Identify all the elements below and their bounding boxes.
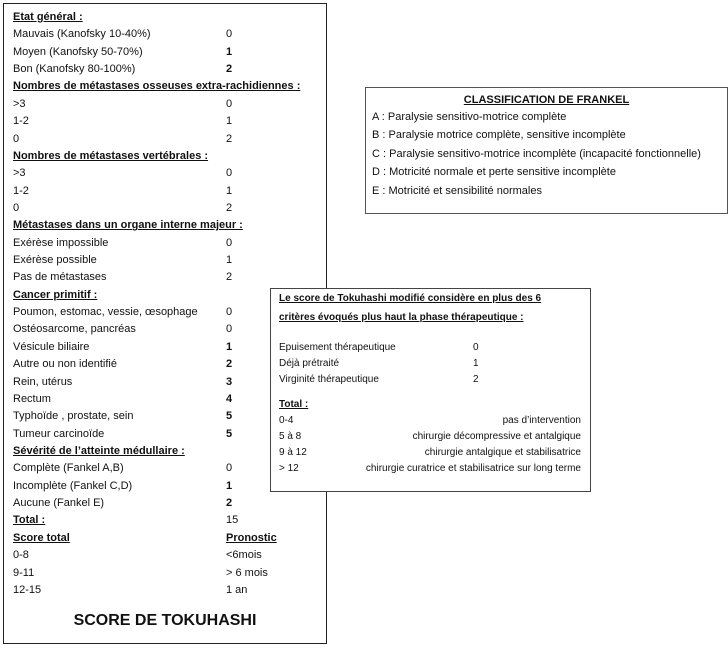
modified-total-action: pas d’intervention xyxy=(502,415,581,426)
modified-intro-line2: critères évoqués plus haut la phase thérapeutique : xyxy=(279,312,524,323)
score-row-label: >3 xyxy=(13,167,26,180)
total-row-label: Total : xyxy=(13,514,46,527)
score-row-value: 5 xyxy=(226,410,233,423)
score-row-label: Rectum xyxy=(13,392,51,405)
score-row-label: Typhoïde , prostate, sein xyxy=(13,410,134,423)
score-row-label: Moyen (Kanofsky 50-70%) xyxy=(13,45,143,58)
total-row-value: 15 xyxy=(226,514,239,527)
modified-item-label: Déjà prétraité xyxy=(279,358,340,369)
score-row-label: Ostéosarcome, pancréas xyxy=(13,323,136,336)
score-row-label: Tumeur carcinoïde xyxy=(13,427,105,440)
modified-tokuhashi-box xyxy=(270,288,591,492)
score-row-label: Aucune (Fankel E) xyxy=(13,497,105,510)
frankel-item: E : Motricité et sensibilité normales xyxy=(372,185,542,197)
prognosis-row-value: <6mois xyxy=(226,549,262,562)
prognosis-header-value: Pronostic xyxy=(226,531,277,544)
modified-total-action: chirurgie antalgique et stabilisatrice xyxy=(424,447,581,458)
score-row-value: 2 xyxy=(226,271,233,284)
score-row-value: 2 xyxy=(226,132,233,145)
score-row-label: Rein, utérus xyxy=(13,375,73,388)
score-row-value: 0 xyxy=(226,323,233,336)
score-row-value: 0 xyxy=(226,167,233,180)
frankel-item: A : Paralysie sensitivo-motrice complète xyxy=(372,111,567,123)
score-row-label: Bon (Kanofsky 80-100%) xyxy=(13,63,136,76)
modified-total-label: Total : xyxy=(279,399,309,410)
modified-item-score: 1 xyxy=(473,358,479,369)
score-row-value: 5 xyxy=(226,427,233,440)
modified-total-action: chirurgie curatrice et stabilisatrice sur long terme xyxy=(365,463,581,474)
score-row-label: 0 xyxy=(13,201,20,214)
score-row-label: Poumon, estomac, vessie, œsophage xyxy=(13,306,198,319)
score-row-label: 1-2 xyxy=(13,184,29,197)
section-heading-label: Sévérité de l’atteinte médullaire : xyxy=(13,445,185,457)
section-heading-label: Etat général : xyxy=(13,11,83,23)
modified-total-range: 5 à 8 xyxy=(279,431,302,442)
score-row-label: Mauvais (Kanofsky 10-40%) xyxy=(13,28,151,41)
prognosis-header-label: Score total xyxy=(13,531,70,544)
score-row-label: Autre ou non identifié xyxy=(13,358,117,371)
score-row-value: 2 xyxy=(226,358,233,371)
prognosis-row-value: 1 an xyxy=(226,583,248,596)
score-row-label: Complète (Fankel A,B) xyxy=(13,462,124,475)
prognosis-row-value: > 6 mois xyxy=(226,566,268,579)
score-row-label: Exérèse impossible xyxy=(13,236,109,249)
modified-intro-line1: Le score de Tokuhashi modifié considère en plus des 6 xyxy=(279,293,542,304)
modified-item-score: 2 xyxy=(473,374,479,385)
score-row-value: 1 xyxy=(226,115,233,128)
score-row-label: Incomplète (Fankel C,D) xyxy=(13,479,133,492)
frankel-title: CLASSIFICATION DE FRANKEL xyxy=(463,94,630,106)
score-row-value: 4 xyxy=(226,392,233,405)
modified-total-action: chirurgie décompressive et antalgique xyxy=(412,431,581,442)
score-row-value: 0 xyxy=(226,236,233,249)
score-row-value: 1 xyxy=(226,184,233,197)
score-row-value: 0 xyxy=(226,28,233,41)
score-row-value: 3 xyxy=(226,375,233,388)
score-row-label: 0 xyxy=(13,132,20,145)
frankel-item: C : Paralysie sensitivo-motrice incomplète (incapacité fonctionnelle) xyxy=(372,148,701,160)
score-row-value: 0 xyxy=(226,462,233,475)
prognosis-row-label: 9-11 xyxy=(13,566,35,579)
section-heading-label: Nombres de métastases osseuses extra-rachidiennes : xyxy=(13,80,301,93)
prognosis-row-label: 12-15 xyxy=(13,583,42,596)
section-heading-label: Métastases dans un organe interne majeur : xyxy=(13,219,243,232)
score-row-value: 1 xyxy=(226,340,233,353)
modified-item-label: Virginité thérapeutique xyxy=(279,374,379,385)
modified-total-range: > 12 xyxy=(279,463,299,474)
modified-item-score: 0 xyxy=(473,342,479,353)
score-row-label: Exérèse possible xyxy=(13,254,97,267)
score-row-label: >3 xyxy=(13,97,26,110)
score-row-value: 1 xyxy=(226,254,233,267)
frankel-item: B : Paralysie motrice complète, sensitive incomplète xyxy=(372,129,626,141)
score-row-value: 2 xyxy=(226,201,233,214)
section-heading-label: Cancer primitif : xyxy=(13,288,98,301)
tokuhashi-title: SCORE DE TOKUHASHI xyxy=(73,612,257,629)
score-row-value: 2 xyxy=(226,497,233,510)
modified-item-label: Epuisement thérapeutique xyxy=(279,342,396,353)
frankel-item: D : Motricité normale et perte sensitive incomplète xyxy=(372,166,616,178)
score-row-value: 1 xyxy=(226,479,233,492)
score-row-label: 1-2 xyxy=(13,115,29,128)
prognosis-row-label: 0-8 xyxy=(13,549,29,562)
section-heading-label: Nombres de métastases vertébrales : xyxy=(13,149,209,162)
score-row-value: 2 xyxy=(226,63,233,76)
frankel-classification-box xyxy=(365,87,728,214)
score-row-label: Vésicule biliaire xyxy=(13,340,90,353)
modified-total-range: 9 à 12 xyxy=(279,447,307,458)
modified-total-range: 0-4 xyxy=(279,415,294,426)
score-row-label: Pas de métastases xyxy=(13,271,107,284)
score-row-value: 0 xyxy=(226,97,233,110)
score-row-value: 0 xyxy=(226,306,233,319)
score-row-value: 1 xyxy=(226,45,233,58)
